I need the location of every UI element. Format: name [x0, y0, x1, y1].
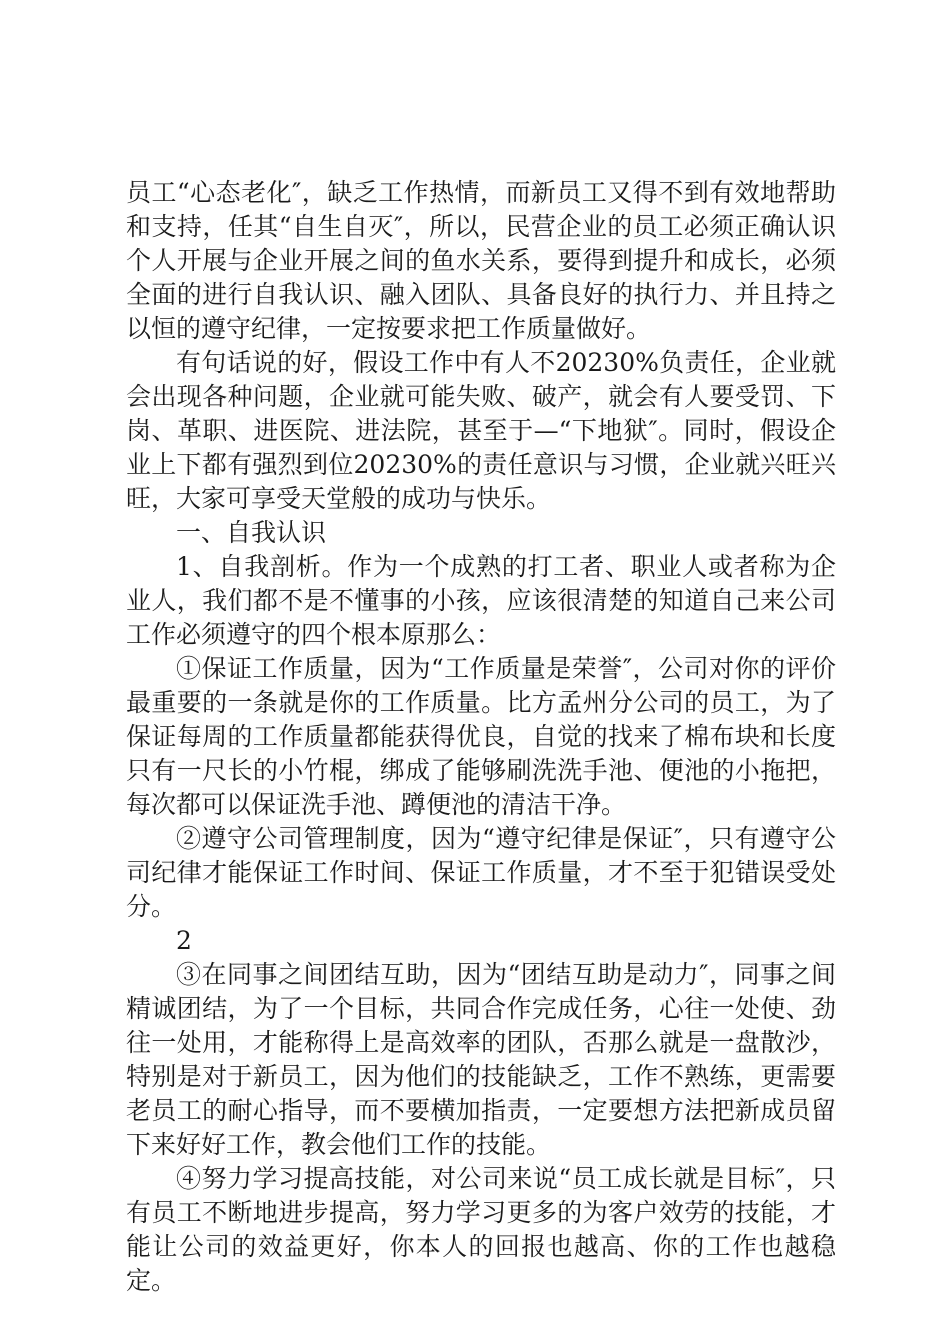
paragraph-2: 有句话说的好，假设工作中有人不20230%负责任，企业就会出现各种问题，企业就可能失败、破产，就会有人要受罚、下岗、革职、进医院、进法院，甚至于—“下地狱″。同时，假设企业上下都有强烈到位20230%的责任意识与习惯，企业就兴旺兴旺，大家可享受天堂般的成功与快乐。: [126, 348, 836, 513]
paragraph-item-3: ③在同事之间团结互助，因为“团结互助是动力″，同事之间精诚团结，为了一个目标，共同合作完成任务，心往一处使、劲往一处用，才能称得上是高效率的团队，否那么就是一盘散沙，特别是对于新员工，因为他们的技能缺乏，工作不熟练，更需要老员工的耐心指导，而不要横加指责，一定要想方法把新成员留下来好好工作，教会他们工作的技能。: [126, 960, 836, 1159]
paragraph-item-1: ①保证工作质量，因为“工作质量是荣誉″，公司对你的评价最重要的一条就是你的工作质量。比方孟州分公司的员工，为了保证每周的工作质量都能获得优良，自觉的找来了棉布块和长度只有一尺长的小竹棍，绑成了能够刷洗洗手池、便池的小拖把，每次都可以保证洗手池、蹲便池的清洁干净。: [126, 654, 836, 819]
section-heading: 一、自我认识: [176, 518, 327, 547]
paragraph-item-4: ④努力学习提高技能，对公司来说“员工成长就是目标″，只有员工不断地进步提高，努力学习更多的为客户效劳的技能，才能让公司的效益更好，你本人的回报也越高、你的工作也越稳定。: [126, 1164, 836, 1295]
paragraph-item-2: ②遵守公司管理制度，因为“遵守纪律是保证″，只有遵守公司纪律才能保证工作时间、保证工作质量，才不至于犯错误受处分。: [126, 824, 836, 921]
document-body: [126, 176, 836, 1298]
paragraph-self-analysis: 1、自我剖析。作为一个成熟的打工者、职业人或者称为企业人，我们都不是不懂事的小孩，应该很清楚的知道自己来公司工作必须遵守的四个根本原那么：: [126, 552, 836, 649]
paragraph-1: 员工“心态老化″，缺乏工作热情，而新员工又得不到有效地帮助和支持，任其“自生自灭″，所以，民营企业的员工必须正确认识个人开展与企业开展之间的鱼水关系，要得到提升和成长，必须全面的进行自我认识、融入团队、具备良好的执行力、并且持之以恒的遵守纪律，一定按要求把工作质量做好。: [126, 178, 836, 343]
page-number-marker: 2: [176, 926, 192, 955]
